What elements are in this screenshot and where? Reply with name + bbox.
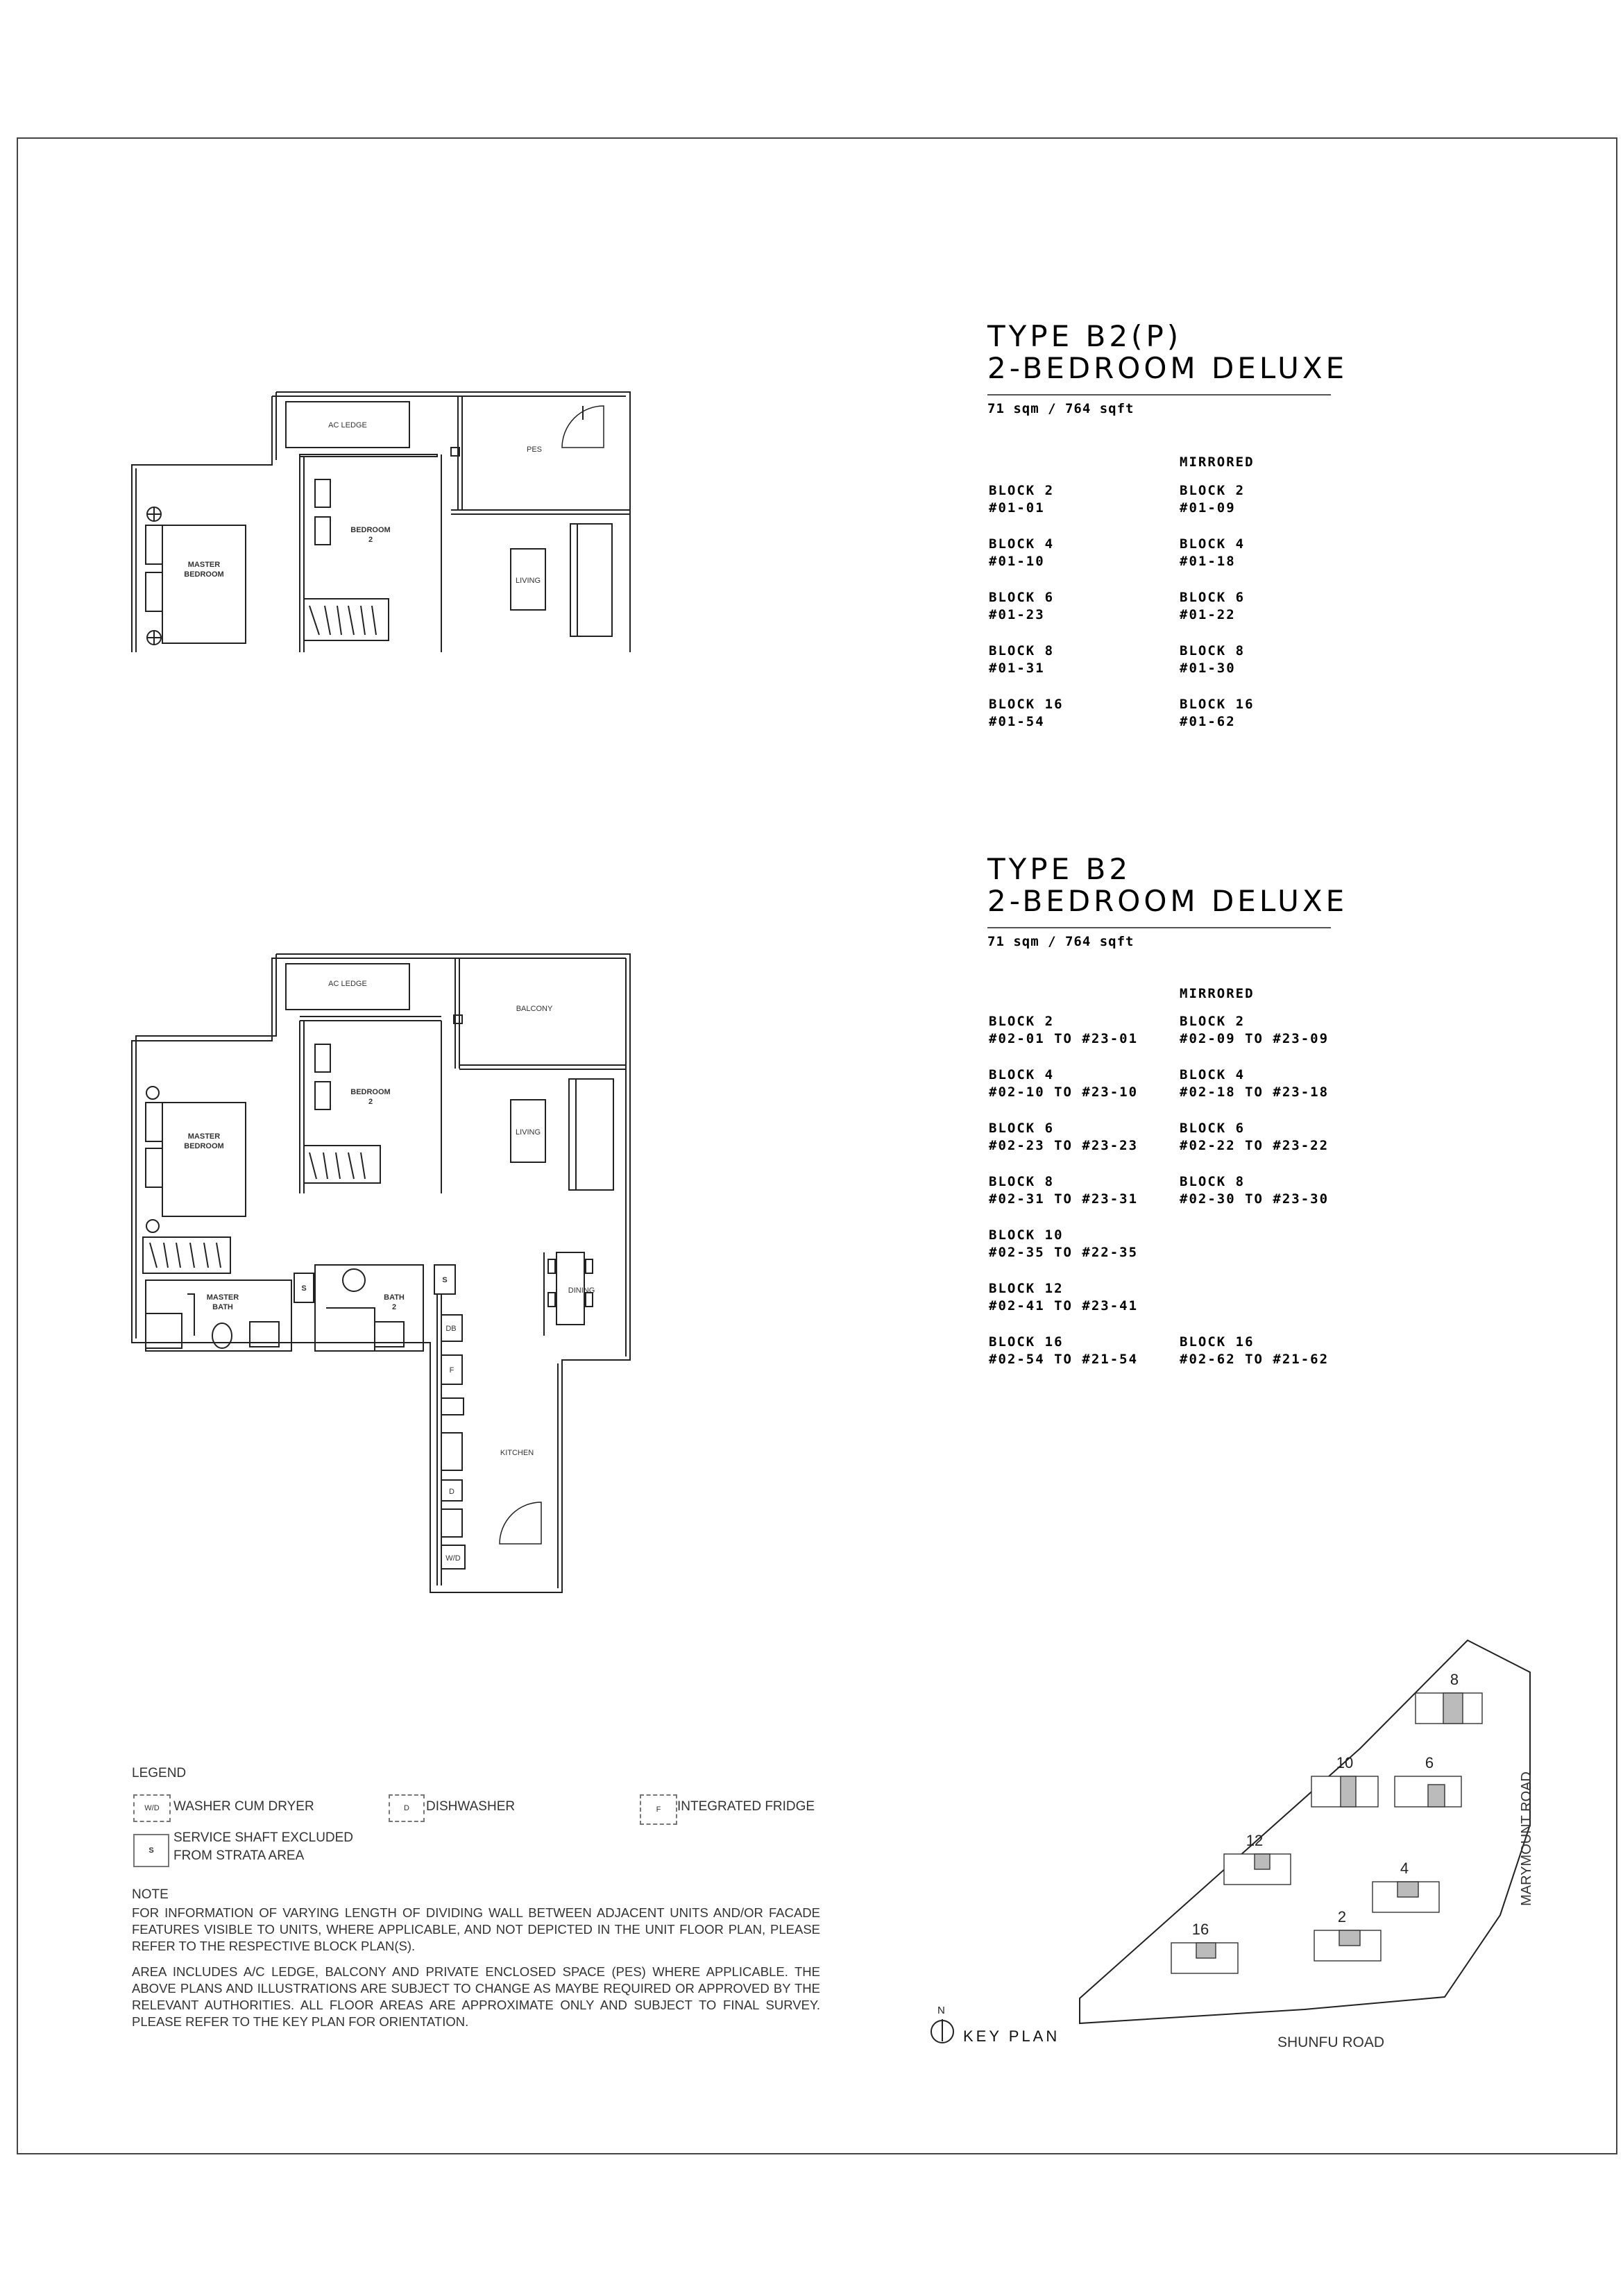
unit-range-label: #01-54 [989, 714, 1045, 729]
room-master-bath-2: BATH [212, 1303, 233, 1311]
unit-block-label: BLOCK 8 [989, 643, 1055, 658]
area-b2: 71 sqm / 764 sqft [987, 934, 1135, 949]
block-label-12: 12 [1246, 1832, 1264, 1849]
north-label: N [937, 2005, 945, 2016]
unit-block-label: BLOCK 4 [989, 536, 1055, 552]
washer-dryer-symbol: W/D [133, 1794, 171, 1822]
room-bath2-number: 2 [391, 1303, 397, 1311]
unit-range-label: #02-01 TO #23-01 [989, 1031, 1139, 1046]
block-label-16: 16 [1191, 1921, 1209, 1938]
room-master-bedroom: BEDROOM [184, 570, 224, 579]
title-b2p-line2: 2-BEDROOM DELUXE [987, 351, 1348, 385]
shaft-label-1: S [301, 1284, 307, 1293]
room-living: LIVING [515, 1128, 541, 1137]
title-rule [987, 927, 1331, 928]
unit-block-label: BLOCK 6 [989, 590, 1055, 605]
unit-block-label: BLOCK 6 [989, 1121, 1055, 1136]
unit-block-label: BLOCK 2 [1180, 483, 1246, 498]
room-master-bedroom: BEDROOM [184, 1142, 224, 1150]
room-ac-ledge: AC LEDGE [328, 421, 367, 430]
marymount-road-label: MARYMOUNT ROAD [1519, 1771, 1534, 1906]
area-b2p: 71 sqm / 764 sqft [987, 401, 1135, 416]
legend-shaft-2: FROM STRATA AREA [173, 1848, 305, 1863]
shaft-label-2: S [442, 1276, 448, 1284]
unit-range-label: #01-18 [1180, 554, 1236, 569]
unit-block-label: BLOCK 2 [989, 483, 1055, 498]
room-dining: DINING [568, 1286, 595, 1295]
unit-block-label: BLOCK 8 [989, 1174, 1055, 1189]
unit-block-label: BLOCK 6 [1180, 1121, 1246, 1136]
block-label-8: 8 [1450, 1671, 1459, 1688]
unit-range-label: #02-54 TO #21-54 [989, 1352, 1139, 1367]
unit-block-label: BLOCK 8 [1180, 643, 1246, 658]
room-living: LIVING [515, 577, 541, 585]
unit-range-label: #02-31 TO #23-31 [989, 1191, 1139, 1207]
unit-range-label: #02-09 TO #23-09 [1180, 1031, 1329, 1046]
db-label: DB [445, 1325, 457, 1333]
unit-range-label: #01-01 [989, 500, 1045, 516]
unit-range-label: #02-23 TO #23-23 [989, 1138, 1139, 1153]
unit-block-label: BLOCK 16 [989, 1334, 1064, 1350]
dishwasher-label: D [449, 1488, 454, 1496]
floor-plan-b2p [125, 385, 638, 656]
legend-title: LEGEND [132, 1766, 187, 1780]
unit-range-label: #02-10 TO #23-10 [989, 1085, 1139, 1100]
room-bedroom2: BEDROOM [350, 1088, 391, 1096]
key-plan-map [916, 1631, 1568, 2061]
room-master: MASTER [187, 1132, 221, 1141]
legend-shaft-1: SERVICE SHAFT EXCLUDED [173, 1830, 354, 1845]
title-b2-line2: 2-BEDROOM DELUXE [987, 884, 1348, 918]
block-label-4: 4 [1400, 1860, 1409, 1877]
unit-block-label: BLOCK 10 [989, 1227, 1064, 1243]
unit-block-label: BLOCK 4 [1180, 536, 1246, 552]
mirrored-header-b2p: MIRRORED [1180, 454, 1255, 470]
unit-range-label: #02-35 TO #22-35 [989, 1245, 1139, 1260]
unit-block-label: BLOCK 2 [1180, 1014, 1246, 1029]
room-master: MASTER [187, 561, 221, 569]
mirrored-header-b2: MIRRORED [1180, 986, 1255, 1001]
room-bedroom2-number: 2 [368, 536, 373, 544]
room-pes: PES [526, 445, 543, 454]
unit-range-label: #02-41 TO #23-41 [989, 1298, 1139, 1313]
room-bedroom2: BEDROOM [350, 526, 391, 534]
unit-block-label: BLOCK 4 [1180, 1067, 1246, 1082]
fridge-label: F [449, 1366, 454, 1375]
unit-block-label: BLOCK 4 [989, 1067, 1055, 1082]
room-kitchen: KITCHEN [500, 1449, 534, 1457]
shunfu-road-label: SHUNFU ROAD [1277, 2034, 1385, 2050]
legend-dishwasher: DISHWASHER [426, 1799, 516, 1814]
title-rule [987, 394, 1331, 396]
unit-block-label: BLOCK 2 [989, 1014, 1055, 1029]
unit-range-label: #02-30 TO #23-30 [1180, 1191, 1329, 1207]
unit-range-label: #02-22 TO #23-22 [1180, 1138, 1329, 1153]
note-paragraph-2: AREA INCLUDES A/C LEDGE, BALCONY AND PRIVATE ENCLOSED SPACE (PES) WHERE APPLICABLE. THE ABOVE PLANS AND ILLUSTRATIONS ARE SUBJECT TO CHANGE AS MAYBE REQUIRED OR APPROVED BY THE RELEVANT AUTHORITIES. ALL FLOOR AREAS ARE APPROXIMATE ONLY AND SUBJECT TO FINAL SURVEY. PLEASE REFER TO THE KEY PLAN FOR ORIENTATION. [132, 1964, 820, 2029]
unit-range-label: #01-30 [1180, 661, 1236, 676]
unit-block-label: BLOCK 16 [1180, 1334, 1255, 1350]
unit-range-label: #02-62 TO #21-62 [1180, 1352, 1329, 1367]
note-paragraph-1: FOR INFORMATION OF VARYING LENGTH OF DIVIDING WALL BETWEEN ADJACENT UNITS AND/OR FACADE FEATURES VISIBLE TO UNITS, WHERE APPLICABLE, AND NOT DEPICTED IN THE UNIT FLOOR PLAN, PLEASE REFER TO THE RESPECTIVE BLOCK PLAN(S). [132, 1905, 820, 1953]
room-master-bath: MASTER [206, 1293, 239, 1302]
block-label-2: 2 [1337, 1908, 1347, 1925]
unit-range-label: #01-22 [1180, 607, 1236, 622]
unit-range-label: #02-18 TO #23-18 [1180, 1085, 1329, 1100]
note-title: NOTE [132, 1887, 169, 1902]
unit-range-label: #01-31 [989, 661, 1045, 676]
unit-block-label: BLOCK 16 [989, 697, 1064, 712]
room-bath2: BATH [384, 1293, 405, 1302]
unit-block-label: BLOCK 16 [1180, 697, 1255, 712]
fridge-symbol: F [640, 1794, 677, 1825]
unit-block-label: BLOCK 8 [1180, 1174, 1246, 1189]
legend-fridge: INTEGRATED FRIDGE [677, 1799, 815, 1814]
legend-washer-dryer: WASHER CUM DRYER [173, 1799, 314, 1814]
north-arrow-icon [931, 2005, 953, 2043]
block-label-10: 10 [1336, 1754, 1354, 1771]
key-plan-label: KEY PLAN [963, 2027, 1060, 2045]
shaft-symbol: S [133, 1834, 169, 1867]
dishwasher-symbol: D [389, 1794, 425, 1822]
floor-plan-b2 [125, 947, 638, 1599]
unit-range-label: #01-62 [1180, 714, 1236, 729]
block-label-6: 6 [1425, 1754, 1434, 1771]
unit-block-label: BLOCK 6 [1180, 590, 1246, 605]
unit-range-label: #01-09 [1180, 500, 1236, 516]
room-ac-ledge: AC LEDGE [328, 980, 367, 988]
title-b2p-line1: TYPE B2(P) [987, 319, 1182, 353]
washer-label: W/D [445, 1554, 461, 1563]
unit-block-label: BLOCK 12 [989, 1281, 1064, 1296]
room-bedroom2-number: 2 [368, 1098, 373, 1106]
title-b2-line1: TYPE B2 [987, 852, 1132, 886]
unit-range-label: #01-23 [989, 607, 1045, 622]
unit-range-label: #01-10 [989, 554, 1045, 569]
room-balcony: BALCONY [516, 1005, 553, 1013]
